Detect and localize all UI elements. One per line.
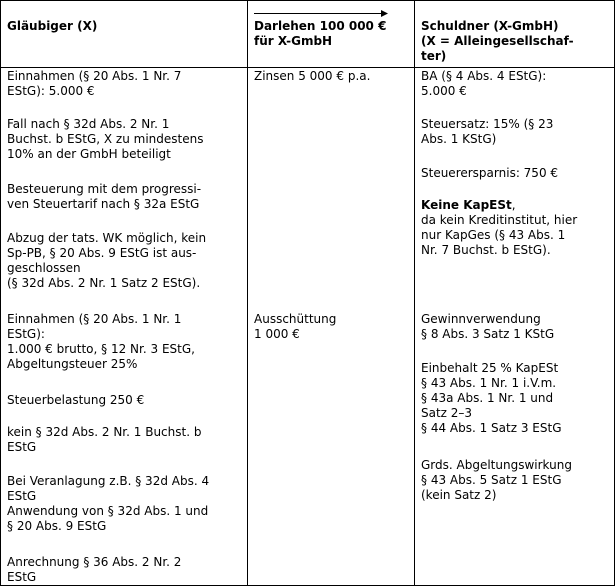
no-kapest-label: Keine KapESt — [421, 198, 512, 212]
creditor-credit: Anrechnung § 36 Abs. 2 Nr. 2 EStG — [7, 555, 182, 584]
creditor-tax-burden: Steuerbelastung 250 € — [7, 393, 145, 407]
creditor-no-32d: kein § 32d Abs. 2 Nr. 1 Buchst. b EStG — [7, 425, 202, 454]
debtor-tax-savings: Steuerersparnis: 750 € — [421, 166, 559, 180]
debtor-final-withholding: Grds. Abgeltungswirkung § 43 Abs. 5 Satz 1 EStG (kein Satz 2) — [421, 458, 572, 502]
loan-interest: Zinsen 5 000 € p.a. — [254, 69, 371, 83]
header-debtor: Schuldner (X-GmbH) (X = Alleingesellschaf- ter) — [421, 19, 574, 63]
creditor-interest-income: Einnahmen (§ 20 Abs. 1 Nr. 7 EStG): 5.000 € — [7, 69, 182, 98]
debtor-business-expense: BA (§ 4 Abs. 4 EStG): 5.000 € — [421, 69, 547, 98]
debtor-tax-rate: Steuersatz: 15% (§ 23 Abs. 1 KStG) — [421, 117, 554, 146]
creditor-assessment: Bei Veranlagung z.B. § 32d Abs. 4 EStG Anwendung von § 32d Abs. 1 und § 20 Abs. 9 EStG — [7, 474, 210, 533]
debtor-withholding: Einbehalt 25 % KapESt § 43 Abs. 1 Nr. 1 i.V.m. § 43a Abs. 1 Nr. 1 und Satz 2–3 § 44 Abs. 1 Satz 3 EStG — [421, 361, 562, 435]
creditor-distribution-income: Einnahmen (§ 20 Abs. 1 Nr. 1 EStG): 1.000 € brutto, § 12 Nr. 3 EStG, Abgeltungsteuer 25% — [7, 312, 195, 371]
debtor-no-capital-gains-tax — [421, 198, 577, 258]
creditor-interest-taxation: Besteuerung mit dem progressi- ven Steuertarif nach § 32a EStG — [7, 182, 202, 211]
creditor-interest-deduction: Abzug der tats. WK möglich, kein Sp-PB, § 20 Abs. 9 EStG ist aus- geschlossen (§ 32d Abs. 2 Nr. 1 Satz 2 EStG). — [7, 231, 207, 290]
debtor-profit-use: Gewinnverwendung § 8 Abs. 3 Satz 1 KStG — [421, 312, 555, 341]
header-divider — [1, 67, 614, 68]
column-divider-2 — [414, 1, 415, 585]
header-creditor: Gläubiger (X) — [7, 19, 98, 33]
right-arrow-icon — [254, 9, 388, 18]
loan-distribution: Ausschüttung 1 000 € — [254, 312, 337, 341]
column-divider-1 — [247, 1, 248, 585]
no-kapest-reason: da kein Kreditinstitut, hier nur KapGes (§ 43 Abs. 1 Nr. 7 Buchst. b EStG). — [421, 213, 578, 257]
no-kapest-comma: , — [511, 198, 516, 212]
header-loan: Darlehen 100 000 € für X-GmbH — [254, 19, 387, 48]
creditor-interest-case: Fall nach § 32d Abs. 2 Nr. 1 Buchst. b EStG, X zu mindestens 10% an der GmbH beteiligt — [7, 117, 204, 161]
